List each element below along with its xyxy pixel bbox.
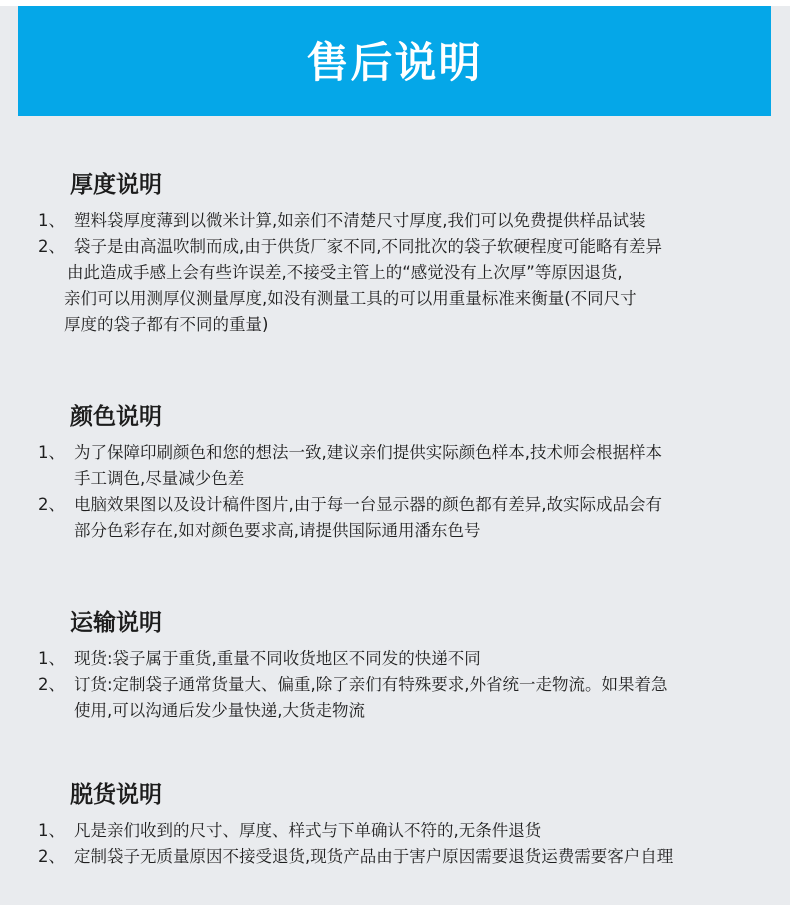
list-number: 2、 [38,237,65,256]
list-number: 1、 [38,211,65,230]
list-item-continuation [74,518,481,544]
list-text: 使用,可以沟通后发少量快递,大货走物流 [74,701,365,720]
list-text: 订货:定制袋子通常货量大、偏重,除了亲们有特殊要求,外省统一走物流。如果着急 [74,675,668,694]
list-text: 由此造成手感上会有些许误差,不接受主管上的“感觉没有上次厚”等原因退货, [67,263,623,282]
list-item [38,234,662,260]
list-item [38,646,481,672]
header-banner [18,6,771,116]
list-text: 亲们可以用测厚仪测量厚度,如没有测量工具的可以用重量标准来衡量(不同尺寸 [64,289,637,308]
list-text: 为了保障印刷颜色和您的想法一致,建议亲们提供实际颜色样本,技术师会根据样本 [74,443,662,462]
list-text: 定制袋子无质量原因不接受退货,现货产品由于害户原因需要退货运费需要客户自理 [74,847,674,866]
page-title: 售后说明 [306,38,483,87]
list-text: 现货:袋子属于重货,重量不同收货地区不同发的快递不同 [74,649,481,668]
list-item-continuation [74,466,244,492]
list-number: 1、 [38,649,65,668]
list-item [38,440,662,466]
section-title: 厚度说明 [70,172,162,198]
list-number: 1、 [38,821,65,840]
list-text: 塑料袋厚度薄到以微米计算,如亲们不清楚尺寸厚度,我们可以免费提供样品试装 [74,211,646,230]
list-number: 2、 [38,675,65,694]
section-title: 脱货说明 [70,782,162,808]
list-text: 凡是亲们收到的尺寸、厚度、样式与下单确认不符的,无条件退货 [74,821,542,840]
list-text: 手工调色,尽量减少色差 [74,469,245,488]
list-item [38,672,668,698]
list-number: 2、 [38,847,65,866]
list-item [38,492,662,518]
list-number: 2、 [38,495,65,514]
list-item [38,818,541,844]
list-item-continuation [64,312,268,338]
list-item [38,844,673,870]
section-title: 运输说明 [70,610,162,636]
list-text: 电脑效果图以及设计稿件图片,由于每一台显示器的颜色都有差异,故实际成品会有 [74,495,662,514]
list-text: 部分色彩存在,如对颜色要求高,请提供国际通用潘东色号 [74,521,481,540]
list-item-continuation [67,260,623,286]
list-number: 1、 [38,443,65,462]
list-item-continuation [64,286,637,312]
list-text: 袋子是由高温吹制而成,由于供货厂家不同,不同批次的袋子软硬程度可能略有差异 [74,237,662,256]
list-item-continuation [74,698,365,724]
list-item [38,208,646,234]
list-text: 厚度的袋子都有不同的重量) [64,315,269,334]
section-title: 颜色说明 [70,404,162,430]
